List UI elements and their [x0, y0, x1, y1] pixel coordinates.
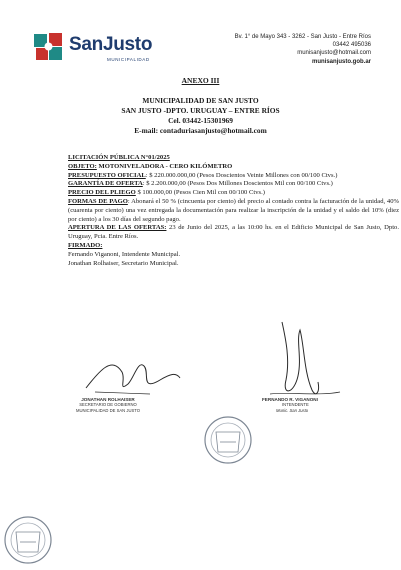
- left-signature-stamp: [68, 397, 148, 413]
- tender-label: LICITACIÓN PÚBLICA N°01/2025: [68, 154, 170, 161]
- budget-label: PRESUPUESTO OFICIAL: [68, 171, 146, 179]
- payment-value: : Abonará el 50 % (cincuenta por ciento) del precio al contado contra la facturación de la unidad, 40% (cuarenta por ciento) una vez entregada la documentación para realizar la inscripción de la unidad y el saldo del 10% (diez por ciento) a los 30 días del segundo pago.: [68, 197, 400, 223]
- address: Bv. 1° de Mayo 343 - 3262 - San Justo - Entre Ríos: [234, 34, 371, 40]
- phone: 03442 495036: [332, 42, 371, 49]
- website: munisanjusto.gob.ar: [311, 58, 371, 65]
- right-signer-title2: Munic. San Justo: [276, 407, 309, 413]
- signer-1: Fernando Viganoni, Intendente Municipal.: [68, 250, 181, 258]
- brand-subtitle: MUNICIPALIDAD: [107, 57, 150, 62]
- price-label: PRECIO DEL PLIEGO: [68, 189, 136, 197]
- price-value: $ 100.000,00 (Pesos Cien Mil con 00/100 Ctvs.): [135, 189, 265, 197]
- muni-phone: Cel. 03442-15301969: [168, 116, 233, 125]
- right-signature-stamp: [262, 397, 352, 413]
- opening-label: APERTURA DE LAS OFERTAS:: [68, 224, 167, 232]
- budget-value: : $ 220.000.000,00 (Pesos Doscientos Veinte Millones con 00/100 Ctvs.): [145, 171, 338, 179]
- object-value: MOTONIVELADORA - CERO KILÓMETRO: [96, 162, 233, 170]
- left-signer-name: JONATHAN ROLHAISER: [81, 397, 135, 402]
- guarantee-label: GARANTÍA DE OFERTA: [68, 180, 143, 188]
- right-signer-name: FERNANDO R. VIGANONI: [262, 397, 318, 402]
- signed-label: FIRMADO:: [68, 241, 103, 249]
- left-signer-title2: MUNICIPALIDAD DE SAN JUSTO: [75, 407, 141, 413]
- left-signer-title1: SECRETARIO DE GOBIERNO: [79, 402, 137, 408]
- object-label: OBJETO:: [68, 162, 97, 170]
- right-signer-title1: INTENDENTE: [282, 402, 309, 408]
- bottom-seal: [5, 517, 51, 563]
- center-seal: [205, 417, 251, 463]
- right-signature: [282, 322, 319, 394]
- left-signature: [86, 365, 180, 388]
- payment-label: FORMAS DE PAGO: [68, 197, 128, 205]
- brand-name: SanJusto: [69, 34, 153, 55]
- annex-title: ANEXO III: [181, 76, 220, 85]
- guarantee-value: : $ 2.200.000,00 (Pesos Dos Millones Doscientos Mil con 00/100 Ctvs.): [142, 180, 333, 188]
- opening-value: 23 de Junio del 2025, a las 10:00 hs. en el Edificio Municipal de San Justo, Dpto. Uruguay, Pcia. Entre Ríos.: [68, 224, 399, 241]
- signer-2: Jonathan Rolhaiser, Secretario Municipal.: [68, 259, 179, 267]
- muni-line1: MUNICIPALIDAD DE SAN JUSTO: [142, 96, 259, 105]
- muni-email: E-mail: contaduriasanjusto@hotmail.com: [134, 126, 267, 135]
- muni-line2: SAN JUSTO -DPTO. URUGUAY – ENTRE RÍOS: [121, 106, 280, 115]
- email: munisanjusto@hotmail.com: [297, 50, 371, 57]
